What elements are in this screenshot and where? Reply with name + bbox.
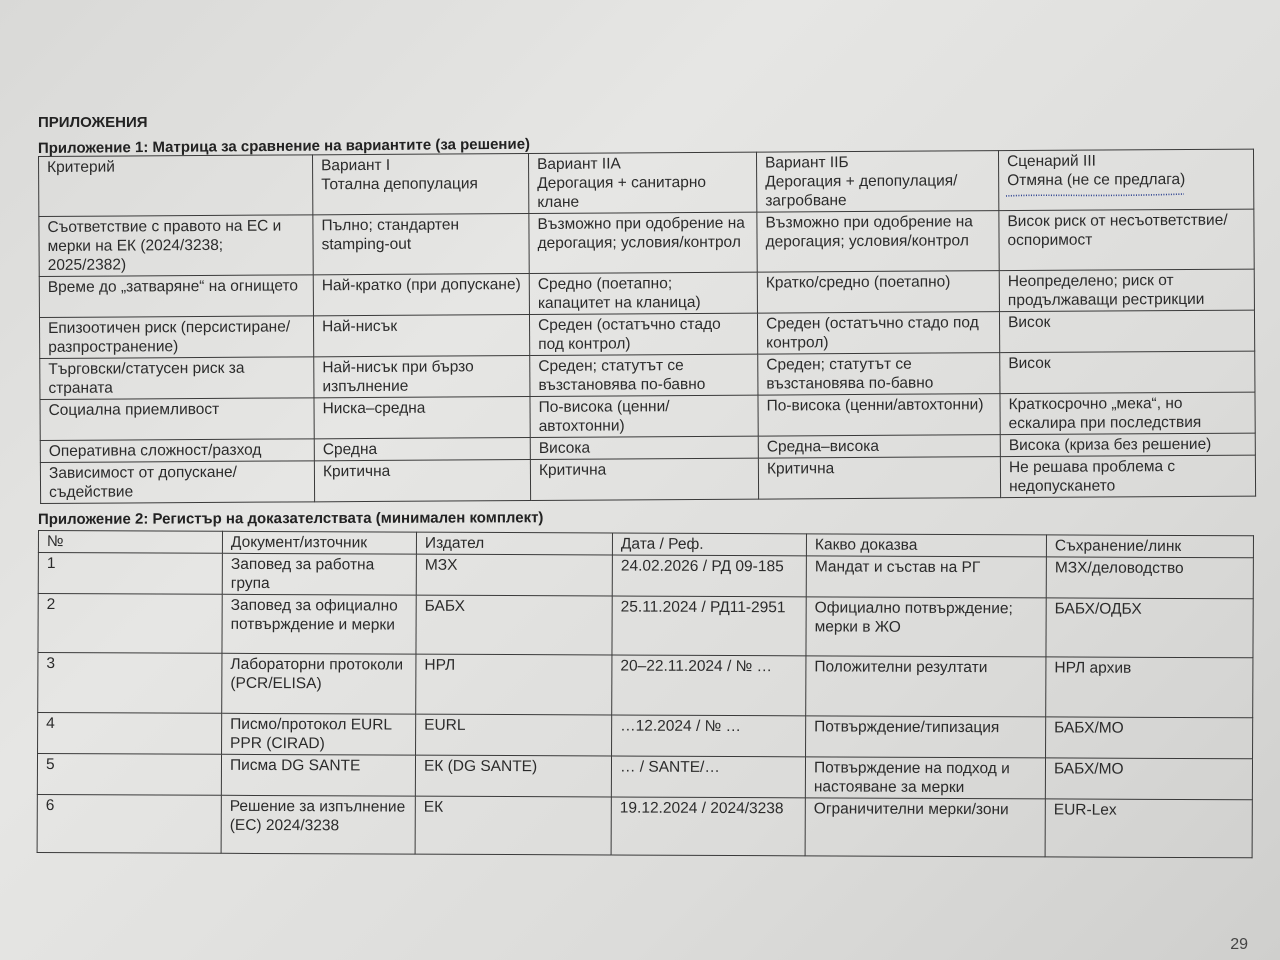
table-cell: 3 bbox=[38, 653, 222, 714]
table-cell: Висока bbox=[530, 436, 758, 459]
table-cell: БАБХ/ОДБХ bbox=[1046, 598, 1253, 658]
table-cell: Заповед за работна група bbox=[222, 553, 416, 595]
table-cell: Критична bbox=[530, 458, 758, 500]
table-cell: Търговски/статусен риск за страната bbox=[40, 357, 314, 400]
table-cell: Краткосрочно „мека“, но ескалира при последствия bbox=[1000, 392, 1255, 435]
table-row bbox=[38, 553, 1253, 599]
table-cell: Среден; статутът се възстановява по-бавно bbox=[758, 353, 1000, 395]
table-cell: Среден (остатъчно стадо под контрол) bbox=[757, 312, 999, 354]
table-cell: Критична bbox=[314, 459, 530, 501]
table-cell: Средна bbox=[314, 437, 530, 460]
table-cell: Най-кратко (при допускане) bbox=[313, 274, 529, 316]
comparison-matrix-table bbox=[38, 149, 1256, 504]
table-cell: НРЛ архив bbox=[1046, 657, 1253, 718]
table-cell: …12.2024 / № … bbox=[612, 715, 806, 757]
table-cell: Писма DG SANTE bbox=[221, 754, 415, 796]
table-cell: Не решава проблема с недопускането bbox=[1000, 455, 1255, 498]
table-cell: Решение за изпълнение (ЕС) 2024/3238 bbox=[221, 795, 415, 854]
table-cell: Пълно; стандартен stamping-out bbox=[313, 214, 529, 275]
table-cell: EUR-Lex bbox=[1045, 799, 1252, 858]
table-cell: МЗХ bbox=[416, 554, 612, 596]
table-cell: 1 bbox=[38, 553, 222, 595]
annex2-caption: Приложение 2: Регистър на доказателствата (минимален комплект) bbox=[37, 509, 544, 528]
table-cell: 24.02.2026 / РД 09-185 bbox=[612, 555, 806, 597]
header-cell: Документ/източник bbox=[222, 531, 416, 554]
table-cell: Зависимост от допускане/съдействие bbox=[40, 461, 314, 504]
table-cell: БАБХ bbox=[416, 595, 612, 655]
table-cell: Време до „затваряне“ на огнището bbox=[39, 275, 313, 318]
pen-underline-mark bbox=[1004, 192, 1186, 198]
table-row bbox=[39, 209, 1254, 276]
table-cell: Мандат и състав на РГ bbox=[806, 556, 1046, 598]
table-row bbox=[38, 594, 1253, 658]
table-cell: Висок риск от несъответствие/оспоримост bbox=[999, 209, 1254, 271]
header-cell: Вариант IIБ Дерогация + депопулация/загробване bbox=[756, 151, 998, 212]
table-cell: Среден; статутът се възстановява по-бавно bbox=[530, 354, 758, 396]
table-cell: Висок bbox=[999, 310, 1254, 353]
header-cell: Съхранение/линк bbox=[1046, 535, 1253, 558]
table-cell: ЕК (DG SANTE) bbox=[415, 755, 611, 797]
table-cell: Среден (остатъчно стадо под контрол) bbox=[529, 313, 757, 355]
table-header-row bbox=[39, 149, 1254, 216]
table-cell: Възможно при одобрение на дерогация; условия/контрол bbox=[757, 211, 999, 272]
table-cell: Официално потвърждение; мерки в ЖО bbox=[806, 597, 1046, 657]
table-cell: Потвърждение/типизация bbox=[806, 716, 1046, 758]
table-cell: Социална приемливост bbox=[40, 398, 314, 441]
table-cell: Лабораторни протоколи (PCR/ELISA) bbox=[222, 653, 416, 714]
page-heading: ПРИЛОЖЕНИЯ bbox=[38, 114, 148, 131]
table-cell: БАБХ/МО bbox=[1045, 758, 1252, 800]
table-cell: 20–22.11.2024 / № … bbox=[612, 655, 806, 716]
table-cell: Кратко/средно (поетапно) bbox=[757, 271, 999, 313]
table-cell: 25.11.2024 / РД11-2951 bbox=[612, 596, 806, 656]
header-cell: № bbox=[38, 531, 222, 554]
table-cell: Оперативна сложност/разход bbox=[40, 439, 314, 463]
table-cell: 19.12.2024 / 2024/3238 bbox=[611, 797, 805, 856]
page-number: 29 bbox=[1230, 936, 1248, 953]
table-row bbox=[37, 794, 1252, 857]
table-cell: НРЛ bbox=[416, 654, 612, 715]
table-cell: БАБХ/МО bbox=[1046, 717, 1253, 759]
table-row bbox=[38, 653, 1253, 718]
table-cell: ЕК bbox=[415, 796, 611, 855]
table-cell: 4 bbox=[38, 713, 222, 755]
table-cell: По-висока (ценни/автохтонни) bbox=[530, 395, 758, 437]
header-cell: Издател bbox=[416, 532, 612, 555]
table-row bbox=[38, 713, 1253, 759]
table-cell: 5 bbox=[37, 754, 221, 796]
table-cell: Съответствие с правото на ЕС и мерки на ЕК (2024/3238; 2025/2382) bbox=[39, 215, 313, 277]
table-cell: 2 bbox=[38, 594, 222, 654]
table-cell: Средно (поетапно; капацитет на кланица) bbox=[529, 272, 757, 314]
table-cell: Ниска–средна bbox=[314, 396, 530, 438]
header-cell: Сценарий III Отмяна (не се предлага) bbox=[998, 149, 1253, 211]
table-cell: Най-нисък bbox=[313, 315, 529, 357]
table-row bbox=[37, 754, 1252, 800]
table-cell: … / SANTE/… bbox=[611, 756, 805, 798]
table-cell: Потвърждение на подход и настояване за мерки bbox=[805, 757, 1045, 799]
table-cell: МЗХ/деловодство bbox=[1046, 557, 1253, 599]
table-cell: Висока (криза без решение) bbox=[1000, 433, 1255, 457]
table-cell: Писмо/протокол EURL PPR (CIRAD) bbox=[222, 713, 416, 755]
table-cell: Възможно при одобрение на дерогация; условия/контрол bbox=[529, 212, 757, 273]
annex1-caption: Приложение 1: Матрица за сравнение на вариантите (за решение) bbox=[37, 135, 531, 157]
header-cell: Критерий bbox=[39, 155, 313, 217]
header-cell: Какво доказва bbox=[806, 534, 1046, 557]
table-cell: EURL bbox=[416, 714, 612, 756]
table-cell: Ограничителни мерки/зони bbox=[805, 798, 1045, 857]
table-cell: Заповед за официално потвърждение и мерки bbox=[222, 594, 416, 654]
table-row bbox=[40, 455, 1255, 503]
table-cell: Положителни резултати bbox=[806, 656, 1046, 717]
table-cell: 6 bbox=[37, 794, 221, 853]
header-cell: Дата / Реф. bbox=[612, 533, 806, 556]
table-cell: Критична bbox=[758, 457, 1000, 499]
table-cell: Най-нисък при бързо изпълнение bbox=[314, 355, 530, 397]
header-cell: Вариант I Тотална депопулация bbox=[312, 154, 528, 215]
table-cell: По-висока (ценни/автохтонни) bbox=[758, 394, 1000, 436]
table-cell: Средна–висока bbox=[758, 435, 1000, 458]
header-cell: Вариант IIA Дерогация + санитарно клане bbox=[528, 152, 756, 213]
table-cell: Висок bbox=[1000, 351, 1255, 394]
table-cell: Епизоотичен риск (персистиране/разпространение) bbox=[39, 316, 313, 359]
evidence-register-table bbox=[37, 530, 1254, 858]
table-cell: Неопределено; риск от продължаващи рестрикции bbox=[999, 269, 1254, 312]
